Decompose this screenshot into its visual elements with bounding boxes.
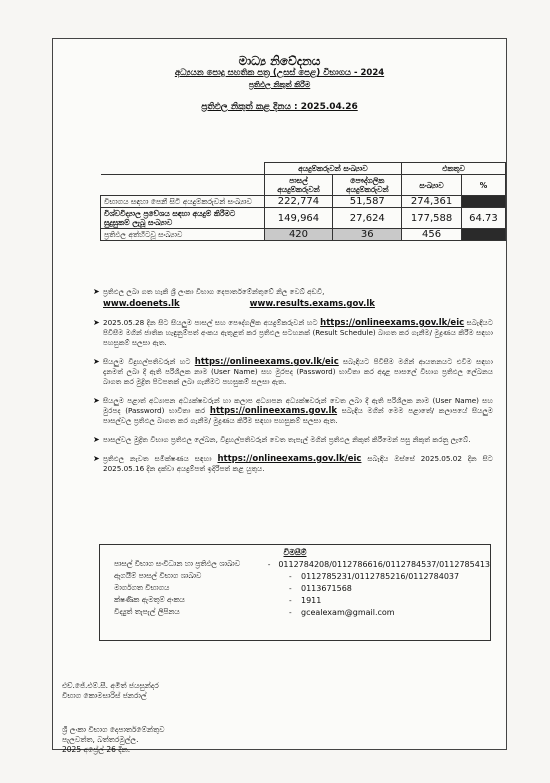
arrow-bullet-icon: ➤ bbox=[93, 318, 100, 327]
arrow-bullet-icon: ➤ bbox=[93, 287, 100, 296]
header-candidates: අයදුම්කරුවන් සංඛ්‍යාව bbox=[264, 163, 402, 175]
onlineexams-link[interactable]: https://onlineexams.gov.lk bbox=[209, 406, 338, 416]
table-row bbox=[101, 208, 506, 229]
list-item: ➤ සියලුම පළාත් අධ්‍යාපන අධ්‍යක්ෂවරුන් හා කලාප අධ්‍යාපන අධ්‍යක්ෂවරුන් වෙත ලබා දී ඇති පරිශීලක නාම (User Name) සහ මුරපද (Password) භාවිතා කර https://onlineexams.gov.lk සබැඳිය මගින් මෙම පළාතේ/ කලාපයේ සියලුම පාසල්වල ප්‍රතිඵල බාගත කර ගැනීම/ මුද්‍රණය කිරීම සඳහා පහසුකම් සලසා ඇත. bbox=[93, 396, 493, 425]
phone-numbers: 0113671568 bbox=[301, 583, 352, 593]
onlineexams-eic-link[interactable]: https://onlineexams.gov.lk/eic bbox=[194, 357, 339, 367]
header-percent: % bbox=[461, 175, 505, 196]
private-value: 27,624 bbox=[333, 208, 402, 229]
row-label: විභාගය සඳහා පෙනී සිටි අයදුම්කරුවන් සංඛ්‍යාව bbox=[101, 196, 265, 208]
arrow-bullet-icon: ➤ bbox=[93, 435, 100, 444]
table-row bbox=[101, 229, 506, 241]
onlineexams-eic-link[interactable]: https://onlineexams.gov.lk/eic bbox=[217, 454, 362, 464]
document-title: මාධ්‍ය නිවේදනය bbox=[238, 54, 321, 68]
header-count: සංඛ්‍යාව bbox=[402, 175, 462, 196]
phone-numbers: 0112785231/0112785216/0112784037 bbox=[301, 571, 460, 581]
inquiries-title: විමසීම් bbox=[283, 548, 307, 557]
table-header-row bbox=[101, 163, 506, 175]
header-school: පාසල් අයදුම්කරුවන් bbox=[264, 175, 333, 196]
arrow-bullet-icon: ➤ bbox=[93, 396, 100, 405]
school-value: 149,964 bbox=[264, 208, 333, 229]
onlineexams-eic-link[interactable]: https://onlineexams.gov.lk/eic bbox=[320, 318, 465, 328]
signatory-title: විභාග කොමසාරිස් ජනරාල් bbox=[62, 691, 147, 700]
contact-row: ඇගයීම් පාසල් විභාග ශාඛාව - 0112785231/0112785216/0112784037 bbox=[100, 570, 490, 582]
contact-row: විද්‍යුත් තැපැල් ලිපිනය - gcealexam@gmail.com bbox=[100, 606, 490, 618]
signatory-name: එච්.ජේ.එම්.සී. අමිත් ජයසුන්දර bbox=[62, 681, 159, 690]
total-value: 456 bbox=[402, 229, 462, 241]
phone-numbers: 0112784208/0112786616/0112784537/0112785413 bbox=[278, 559, 490, 569]
document-subtitle: ප්‍රතිඵල නිකුත් කිරීම bbox=[248, 80, 311, 89]
header-private: පෞද්ගලික අයදුම්කරුවන් bbox=[333, 175, 402, 196]
signature-block bbox=[62, 681, 159, 701]
results-exams-link[interactable]: www.results.exams.gov.lk bbox=[249, 299, 375, 309]
contact-row: ක්ෂණික ඇමතුම් අංකය - 1911 bbox=[100, 594, 490, 606]
row-label: ප්‍රතිඵල අත්හිටවූ සංඛ්‍යාව bbox=[101, 229, 265, 241]
table-subheader-row bbox=[101, 175, 506, 196]
total-value: 274,361 bbox=[402, 196, 462, 208]
percent-value bbox=[461, 196, 505, 208]
school-value: 420 bbox=[264, 229, 333, 241]
inquiries-box bbox=[99, 544, 491, 641]
school-value: 222,774 bbox=[264, 196, 333, 208]
document-header bbox=[53, 55, 506, 113]
press-release-document bbox=[52, 38, 507, 754]
contact-row: මාර්ගගත විභාගය - 0113671568 bbox=[100, 582, 490, 594]
hotline-number: 1911 bbox=[301, 595, 322, 605]
table-row bbox=[101, 196, 506, 208]
percent-value: 64.73 bbox=[461, 208, 505, 229]
private-value: 51,587 bbox=[333, 196, 402, 208]
release-date: ප්‍රතිඵල නිකුත් කළ දිනය : 2025.04.26 bbox=[201, 102, 358, 112]
doenets-link[interactable]: www.doenets.lk bbox=[103, 299, 180, 309]
private-value: 36 bbox=[333, 229, 402, 241]
contact-row: පාසල් විභාග සංවිධාන හා ප්‍රතිඵල ශාඛාව - 0112784208/0112786616/0112784537/0112785413 bbox=[114, 559, 490, 569]
total-value: 177,588 bbox=[402, 208, 462, 229]
issue-date: 2025 අප්‍රේල් 26 දින. bbox=[62, 745, 131, 754]
arrow-bullet-icon: ➤ bbox=[93, 357, 100, 366]
list-item: ➤ ප්‍රතිඵල නැවත සමීක්ෂණය සඳහා https://onlineexams.gov.lk/eic සබැඳිය ඔස්සේ 2025.05.02 දින සිට 2025.05.16 දින දක්වා අයදුම්පත් ඉදිරිපත් කළ යුතුය. bbox=[93, 454, 493, 473]
exam-name: අධ්‍යයන පොදු සහතික පත්‍ර (උසස් පෙළ) විභාගය - 2024 bbox=[174, 68, 385, 78]
list-item: ➤ සියලුම විදුහල්පතිවරුන් හට https://onlineexams.gov.lk/eic සබැඳියට පිවිසීම මගින් ආයතනයට එවීම සඳහා දැනමත් ලබා දී ඇති පරිශීලක නාම (User Name) සහ මුරපද (Password) භාවිතා කර අදාළ පාසලේ විභාග ප්‍රතිඵල ලේඛනය බාගත කර මුද්‍රිත පිටපතක් ලබා ගැනීමට පහසුකම් සලසා ඇත. bbox=[93, 357, 493, 386]
arrow-bullet-icon: ➤ bbox=[93, 454, 100, 463]
email-address[interactable]: gcealexam@gmail.com bbox=[301, 607, 395, 617]
list-item: ➤ 2025.05.28 දින සිට සියලුම පාසල් සහ පෞද්ගලික අයදුම්කරුවන් හට https://onlineexams.gov.lk/eic සබැඳියට පිවිසීම මගින් ජාතික හැඳුනුම්පත් අංකය ඇතුළත් කර ප්‍රතිඵල සටහනක් (Result Schedule) බාගත කර ගැනීම/ මුද්‍රණය කිරීම සඳහා පහසුකම් සලසා ඇත. bbox=[93, 318, 493, 347]
results-statistics-table bbox=[100, 162, 506, 241]
header-total: එකතුව bbox=[402, 163, 506, 175]
row-label: විශ්වවිද්‍යාල ප්‍රවේශය සඳහා අයදුම් කිරීමට සුදුසුකම් ලැබූ සංඛ්‍යාව bbox=[101, 208, 265, 229]
list-item: ➤ ප්‍රතිඵල ලබා ගත හැකි ශ්‍රී ලංකා විභාග දෙපාර්තමේන්තුවේ නිල වෙබ් අඩවි, www.doenets.lk www.results.exams.gov.lk bbox=[93, 287, 375, 309]
percent-value bbox=[461, 229, 505, 241]
issuing-office: ශ්‍රී ලංකා විභාග දෙපාර්තමේන්තුව පැලවත්ත, බත්තරමුල්ල. 2025 අප්‍රේල් 26 දින. bbox=[62, 725, 165, 754]
list-item: ➤ පාසල්වල මුද්‍රිත විභාග ප්‍රතිඵල ලේඛන, විදුහල්පතිවරුන් වෙත තැපැල් මගින් ප්‍රතිඵල නිකුත් කිරීමෙන් පසු නිකුත් කරනු ලැබේ. bbox=[93, 435, 471, 444]
notice-bullets bbox=[93, 287, 493, 483]
